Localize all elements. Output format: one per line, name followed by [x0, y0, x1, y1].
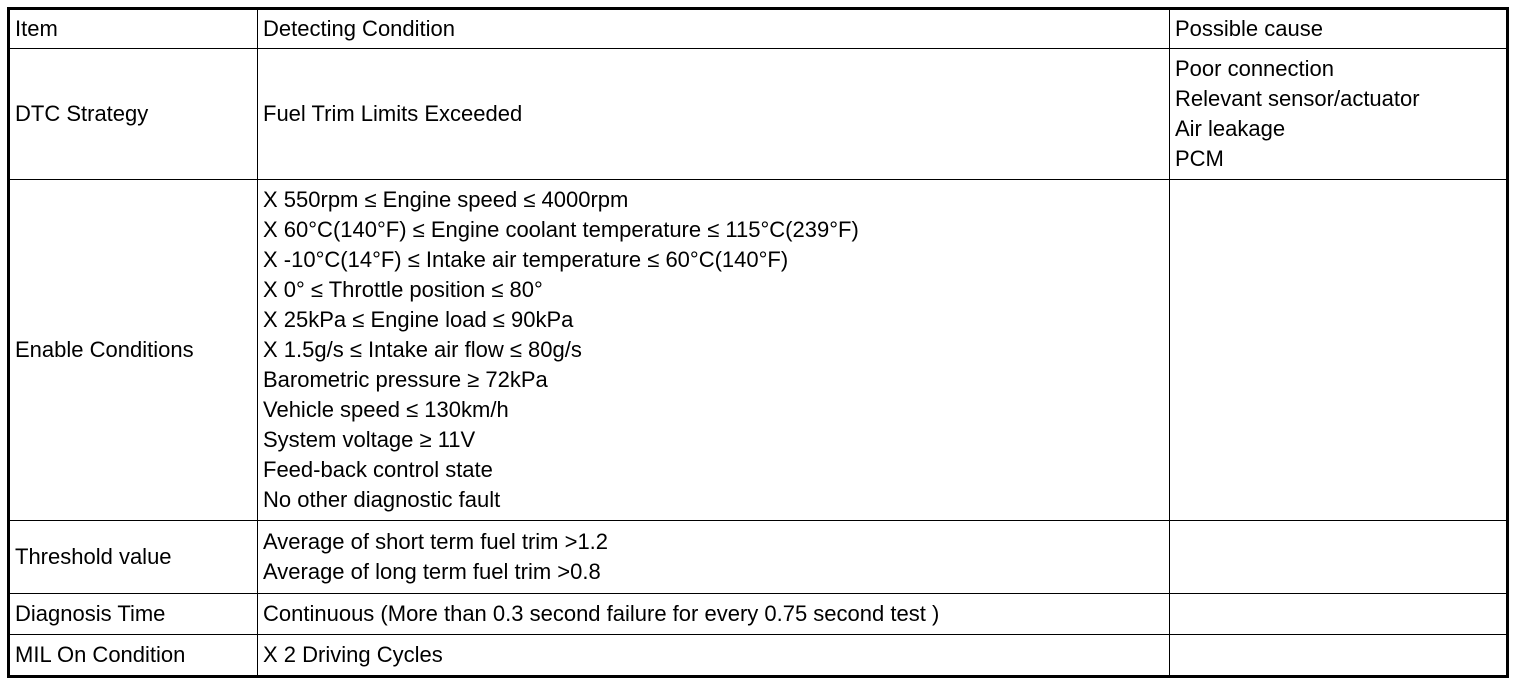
condition-line: System voltage ≥ 11V: [263, 427, 476, 452]
condition-line: X 0° ≤ Throttle position ≤ 80°: [263, 277, 543, 302]
condition-line: X 60°C(140°F) ≤ Engine coolant temperature ≤ 115°C(239°F): [263, 217, 859, 242]
row-condition-dtc-strategy: [258, 49, 1170, 180]
row-item-mil-on-condition: MIL On Condition: [9, 635, 258, 677]
header-row: [9, 9, 1508, 49]
table-row: [9, 594, 1508, 635]
condition-line: Fuel Trim Limits Exceeded: [263, 101, 523, 126]
row-cause-enable-conditions: [1170, 180, 1508, 521]
condition-line: Average of long term fuel trim >0.8: [263, 559, 601, 584]
header-detecting-condition: Detecting Condition: [258, 9, 1170, 49]
condition-line: X -10°C(14°F) ≤ Intake air temperature ≤ 60°C(140°F): [263, 247, 789, 272]
cause-line: PCM: [1175, 146, 1224, 171]
condition-line: Continuous (More than 0.3 second failure for every 0.75 second test ): [263, 601, 940, 626]
row-item-threshold-value: Threshold value: [9, 521, 258, 594]
condition-line: X 1.5g/s ≤ Intake air flow ≤ 80g/s: [263, 337, 582, 362]
condition-line: No other diagnostic fault: [263, 487, 501, 512]
table-row: [9, 521, 1508, 594]
row-condition-threshold-value: [258, 521, 1170, 594]
row-cause-dtc-strategy: [1170, 49, 1508, 180]
dtc-spec-table: [7, 7, 1509, 678]
table-row: [9, 635, 1508, 677]
cause-line: Air leakage: [1175, 116, 1286, 141]
condition-line: Barometric pressure ≥ 72kPa: [263, 367, 548, 392]
row-cause-threshold-value: [1170, 521, 1508, 594]
condition-line: Feed-back control state: [263, 457, 493, 482]
row-cause-mil-on-condition: [1170, 635, 1508, 677]
condition-line: Average of short term fuel trim >1.2: [263, 529, 609, 554]
row-item-diagnosis-time: Diagnosis Time: [9, 594, 258, 635]
condition-line: Vehicle speed ≤ 130km/h: [263, 397, 509, 422]
row-condition-enable-conditions: [258, 180, 1170, 521]
cause-line: Relevant sensor/actuator: [1175, 86, 1420, 111]
row-item-enable-conditions: Enable Conditions: [9, 180, 258, 521]
header-item: Item: [9, 9, 258, 49]
table-row: [9, 49, 1508, 180]
header-possible-cause: Possible cause: [1170, 9, 1508, 49]
table-row: [9, 180, 1508, 521]
row-condition-mil-on-condition: [258, 635, 1170, 677]
row-cause-diagnosis-time: [1170, 594, 1508, 635]
row-condition-diagnosis-time: [258, 594, 1170, 635]
condition-line: X 550rpm ≤ Engine speed ≤ 4000rpm: [263, 187, 629, 212]
cause-line: Poor connection: [1175, 56, 1334, 81]
condition-line: X 2 Driving Cycles: [263, 642, 443, 667]
condition-line: X 25kPa ≤ Engine load ≤ 90kPa: [263, 307, 574, 332]
row-item-dtc-strategy: DTC Strategy: [9, 49, 258, 180]
